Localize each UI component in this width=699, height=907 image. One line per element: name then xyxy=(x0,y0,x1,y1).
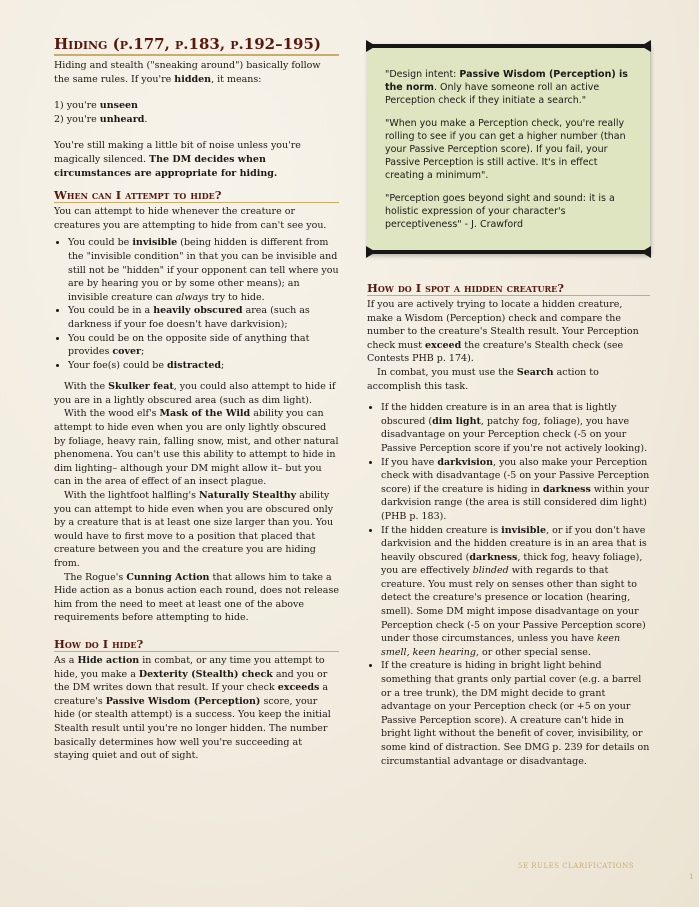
heading-how-hide: How do I hide? xyxy=(54,637,339,652)
list-item: • You could be invisible (being hidden is different from the "invisible condition" in that you can be invisible and still not be "hidden" if your opponent can tell where you are by hearing you or by some other means); an invisible creature can always try to hide. xyxy=(68,236,339,304)
quote-note-box xyxy=(367,44,650,254)
quote-perception-check: "When you make a Perception check, you're really rolling to see if you can get a higher number (than your Passive Perception score). If you fail, your Passive Perception is still active. It's in effect creating a minimum". xyxy=(385,117,626,182)
list-item: • If you have darkvision, you also make your Perception check with disadvantage (-5 on your Passive Perception score) if the creature is hiding in darkness within your darkvision range (the area is still considered dim light) (PHB p. 183). xyxy=(381,456,650,524)
quote-design-intent: "Design intent: Passive Wisdom (Perception) is the norm. Only have someone roll an active Perception check if they initiate a search." xyxy=(385,69,628,107)
list-item: • If the hidden creature is in an area that is lightly obscured (dim light, patchy fog, foliage), you have disadvantage on your Perception check (-5 on your Passive Perception score if you're not actively looking). xyxy=(381,401,650,455)
right-column xyxy=(367,281,650,768)
heading-spot-hidden: How do I spot a hidden creature? xyxy=(367,281,650,296)
page-number: 1 xyxy=(689,872,694,881)
intro-paragraph: Hiding and stealth ("sneaking around") basically follow the same rules. If you're hidden, it means: xyxy=(54,60,321,85)
halfling-paragraph: With the lightfoot halfling's Naturally Stealthy ability you can attempt to hide even when you are obscured only by a creature that is at least one size larger than you. You would have to first move to a position that placed that creature between you and the creature you are hiding from. xyxy=(54,490,334,569)
spot-conditions-list xyxy=(367,401,650,768)
list-item: • You could be on the opposite side of anything that provides cover; xyxy=(68,332,339,359)
how-paragraph: As a Hide action in combat, or any time you attempt to hide, you make a Dexterity (Stealth) check and you or the DM writes down that result. If your check exceeds a creature's Passive Wisdom (Perception) score, your hide (or stealth attempt) is a success. You keep the initial Stealth result until you're no longer hidden. The number basically determines how well you're succeeding at staying quiet and out of sight. xyxy=(54,654,331,762)
quote-perception-holistic: "Perception goes beyond sight and sound: it is a holistic expression of your character's perceptiveness" - J. Crawford xyxy=(385,192,615,231)
condition-unseen: 1) you're unseen xyxy=(54,100,138,112)
section-title-hiding: Hiding (p.177, p.183, p.192–195) xyxy=(54,36,339,56)
list-item: • If the creature is hiding in bright light behind something that grants only partial cover (e.g. a barrel or a tree trunk), the DM might decide to grant advantage on your Perception check (or +5 on your Passive Perception score). A creature can't hide in bright light without the benefit of cover, invisibility, or some kind of distraction. See DMG p. 239 for details on circumstantial advantage or disadvantage. xyxy=(381,659,650,768)
list-item: • Your foe(s) could be distracted; xyxy=(68,359,339,373)
note-corner-ornament xyxy=(641,246,651,258)
condition-unheard: 2) you're unheard. xyxy=(54,113,148,125)
list-item: • If the hidden creature is invisible, or if you don't have darkvision and the hidden creature is in an area that is heavily obscured (darkness, thick fog, heavy foliage), you are effectively blinded with regards to that creature. You must rely on senses other than sight to detect the creature's presence or location (hearing, smell). Some DM might impose disadvantage on your Perception check (-5 on your Passive Perception score) under those circumstances, unless you have keen smell, keen hearing, or other special sense. xyxy=(381,524,650,660)
when-paragraph: You can attempt to hide whenever the creature or creatures you are attempting to hide from can't see you. xyxy=(54,206,327,231)
skulker-paragraph: With the Skulker feat, you could also attempt to hide if you are in a lightly obscured area (such as dim light). xyxy=(54,381,336,406)
note-corner-ornament xyxy=(641,40,651,52)
note-corner-ornament xyxy=(366,40,376,52)
left-column xyxy=(54,36,339,763)
search-paragraph: In combat, you must use the Search action to accomplish this task. xyxy=(367,366,599,392)
list-item: • You could be in a heavily obscured area (such as darkness if your foe doesn't have darkvision); xyxy=(68,304,339,331)
rogue-paragraph: The Rogue's Cunning Action that allows him to take a Hide action as a bonus action each round, does not release him from the need to meet at least one of the above requirements before attempting to hide. xyxy=(54,571,339,624)
note-corner-ornament xyxy=(366,246,376,258)
woodelf-paragraph: With the wood elf's Mask of the Wild ability you can attempt to hide even when you are only lightly obscured by foliage, heavy rain, falling snow, mist, and other natural phenomena. You can't use this ability to attempt to hide in dim lighting– although your DM might allow it– but you can in the area of effect of an insect plague. xyxy=(54,408,339,488)
heading-when-hide: When can I attempt to hide? xyxy=(54,188,339,203)
spot-paragraph: If you are actively trying to locate a hidden creature, make a Wisdom (Perception) check and compare the number to the creature's Stealth result. Your Perception check must exceed the creature's Stealth check (see Contests PHB p. 174). xyxy=(367,299,639,365)
page-footer-label: 5E RULES CLARIFICATIONS xyxy=(518,862,635,870)
hide-conditions-list xyxy=(54,236,339,372)
noise-paragraph: You're still making a little bit of noise unless you're magically silenced. The DM decides when circumstances are appropriate for hiding. xyxy=(54,140,301,179)
